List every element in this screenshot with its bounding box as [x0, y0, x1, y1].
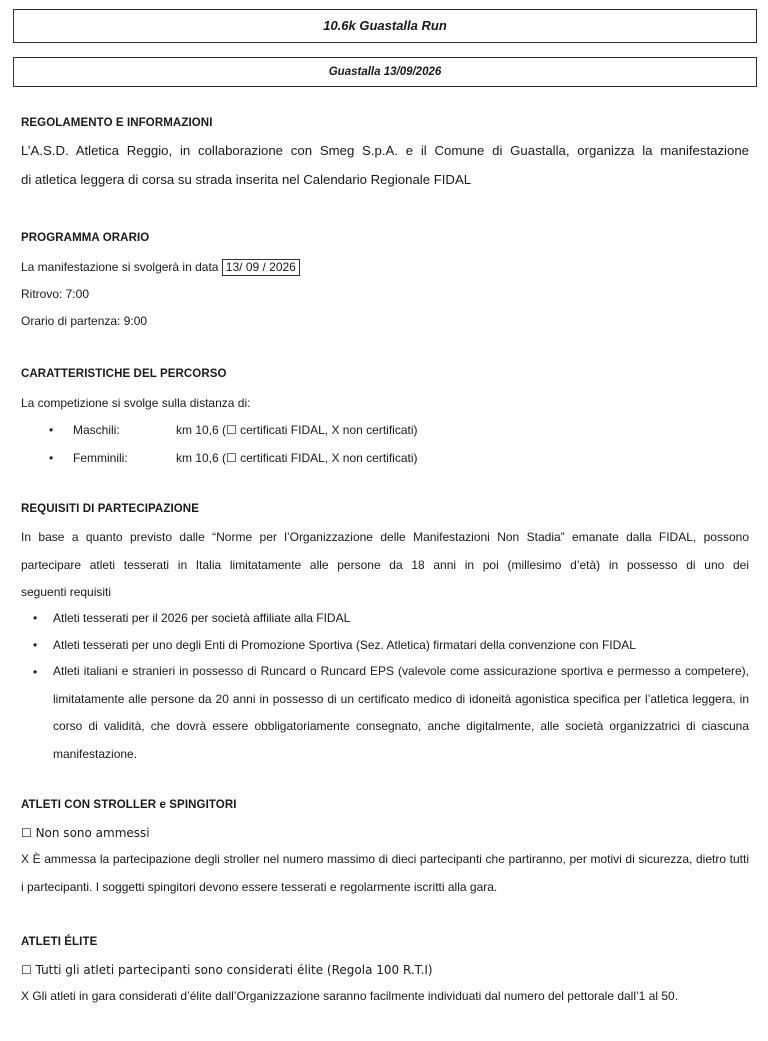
section-heading-requisiti: REQUISITI DI PARTECIPAZIONE	[21, 503, 199, 515]
percorso-item-value: km 10,6 (☐ certificati FIDAL, X non certificati)	[176, 451, 418, 465]
requisiti-item-text: Atleti italiani e stranieri in possesso di Runcard o Runcard EPS (valevole come assicurazione sportiva e permesso a competere), limitatamente alle persone da 20 anni in possesso di un certificato medico di idoneità agonistica specifica per l’atletica leggera, in corso di validità, che dovrà essere obbligatoriamente consegnato, anche digitalmente, alle società organizzatrici di ciascuna manifestazione.	[53, 664, 749, 761]
programma-date-prefix: La manifestazione si svolgerà in data	[21, 260, 219, 274]
programma-partenza: Orario di partenza: 9:00	[21, 314, 148, 328]
programma-date-line	[21, 259, 300, 276]
percorso-item-label: Maschili:	[73, 423, 120, 437]
programma-ritrovo: Ritrovo: 7:00	[21, 287, 90, 301]
bullet-glyph: •	[33, 665, 38, 679]
bullet-glyph: •	[33, 638, 38, 652]
bullet-glyph: •	[49, 423, 54, 437]
stroller-option-not-allowed	[21, 826, 150, 840]
elite-option-1-text: ☐ Tutti gli atleti partecipanti sono considerati élite (Regola 100 R.T.I)	[21, 963, 433, 977]
percorso-intro: La competizione si svolge sulla distanza di:	[21, 396, 251, 410]
programma-date-value: 13/ 09 / 2026	[222, 259, 300, 276]
regolamento-line-2: di atletica leggera di corsa su strada inserita nel Calendario Regionale FIDAL	[21, 172, 472, 187]
section-heading-stroller: ATLETI CON STROLLER e SPINGITORI	[21, 799, 237, 811]
regolamento-line-1: L’A.S.D. Atletica Reggio, in collaborazione con Smeg S.p.A. e il Comune di Guastalla, organizza la manifestazione	[21, 143, 749, 158]
bullet-glyph: •	[33, 611, 38, 625]
document-title: 10.6k Guastalla Run	[13, 9, 757, 43]
percorso-item-value: km 10,6 (☐ certificati FIDAL, X non certificati)	[176, 423, 418, 437]
requisiti-item-text: Atleti tesserati per il 2026 per società affiliate alla FIDAL	[53, 611, 351, 625]
section-heading-programma: PROGRAMMA ORARIO	[21, 232, 150, 244]
bullet-glyph: •	[49, 451, 54, 465]
percorso-item-label: Femminili:	[73, 451, 128, 465]
stroller-option-1-text: ☐ Non sono ammessi	[21, 826, 150, 840]
section-heading-elite: ATLETI ÉLITE	[21, 936, 98, 948]
elite-option-all	[21, 963, 433, 977]
requisiti-intro-line-2: partecipare atleti tesserati in Italia limitatamente alle persone da 18 anni in poi (millesimo d’età) in possesso di uno dei	[21, 558, 749, 572]
document-subtitle: Guastalla 13/09/2026	[13, 57, 757, 87]
requisiti-intro-line-1: In base a quanto previsto dalle “Norme per l’Organizzazione delle Manifestazioni Non Stadia” emanate dalla FIDAL, possono	[21, 530, 749, 544]
section-heading-regolamento: REGOLAMENTO E INFORMAZIONI	[21, 117, 213, 129]
elite-option-selected: X Gli atleti in gara considerati d’élite dall’Organizzazione saranno facilmente individuati dal numero del pettorale dall’1 al 50.	[21, 989, 679, 1003]
requisiti-intro-line-3: seguenti requisiti	[21, 585, 112, 599]
requisiti-item-text: Atleti tesserati per uno degli Enti di Promozione Sportiva (Sez. Atletica) firmatari della convenzione con FIDAL	[53, 638, 636, 652]
stroller-option-allowed: X È ammessa la partecipazione degli stroller nel numero massimo di dieci partecipanti che partiranno, per motivi di sicurezza, dietro tutti i partecipanti. I soggetti spingitori devono essere tesserati e regolarmente iscritti alla gara.	[21, 852, 749, 894]
section-heading-percorso: CARATTERISTICHE DEL PERCORSO	[21, 368, 227, 380]
